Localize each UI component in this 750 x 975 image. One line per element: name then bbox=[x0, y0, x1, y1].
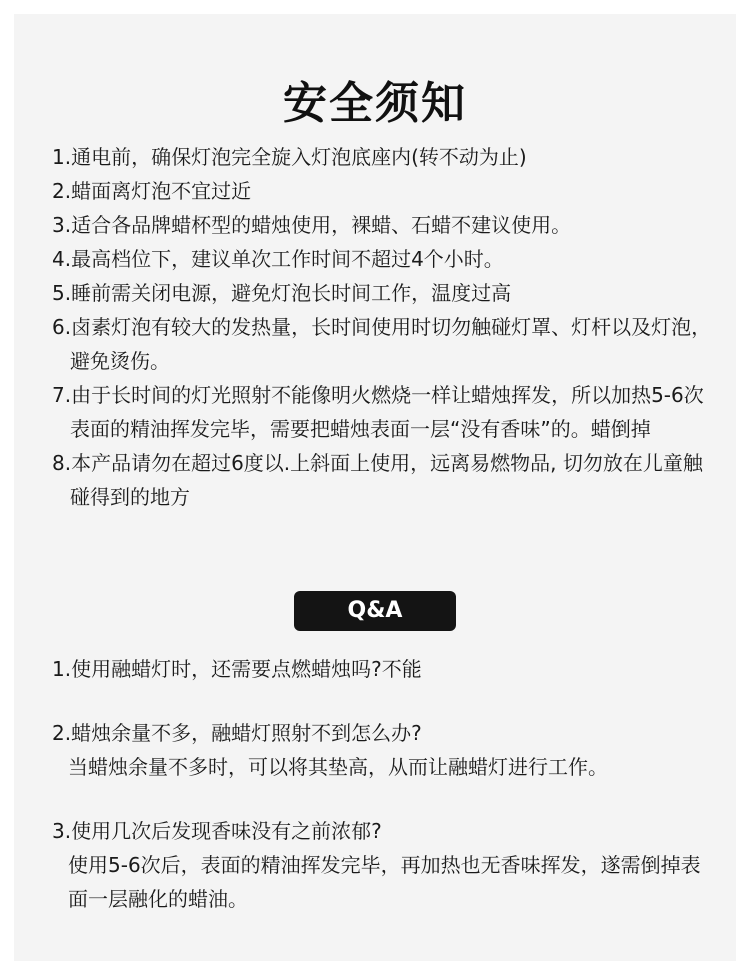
safety-note: 4.最高档位下，建议单次工作时间不超过4个小时。 bbox=[52, 247, 504, 271]
qa-item bbox=[52, 652, 712, 686]
safety-note: 5.睡前需关闭电源，避免灯泡长时间工作，温度过高 bbox=[52, 281, 512, 305]
safety-notes-list bbox=[52, 140, 712, 514]
page-title: 安全须知 bbox=[283, 78, 467, 129]
qa-badge: Q&A bbox=[294, 591, 456, 631]
qa-list bbox=[52, 652, 712, 946]
qa-question: 1.使用融蜡灯时，还需要点燃蜡烛吗?不能 bbox=[52, 657, 422, 681]
notice-sheet bbox=[14, 14, 736, 961]
safety-note: 1.通电前，确保灯泡完全旋入灯泡底座内(转不动为止) bbox=[52, 145, 527, 169]
safety-note: 3.适合各品牌蜡杯型的蜡烛使用，裸蜡、石蜡不建议使用。 bbox=[52, 213, 572, 237]
qa-answer: 当蜡烛余量不多时，可以将其垫高，从而让融蜡灯进行工作。 bbox=[68, 755, 608, 779]
qa-question: 2.蜡烛余量不多，融蜡灯照射不到怎么办? bbox=[52, 721, 422, 745]
safety-note: 8.本产品请勿在超过6度以.上斜面上使用，远离易燃物品, 切勿放在儿童触碰得到的地方 bbox=[52, 451, 703, 509]
qa-answer: 使用5-6次后，表面的精油挥发完毕，再加热也无香味挥发，遂需倒掉表面一层融化的蜡油。 bbox=[68, 853, 701, 911]
qa-item bbox=[52, 716, 712, 784]
qa-item bbox=[52, 814, 712, 916]
safety-note: 2.蜡面离灯泡不宜过近 bbox=[52, 179, 252, 203]
safety-note: 6.卤素灯泡有较大的发热量，长时间使用时切勿触碰灯罩、灯杆以及灯泡，避免烫伤。 bbox=[52, 315, 712, 373]
qa-question: 3.使用几次后发现香味没有之前浓郁? bbox=[52, 819, 382, 843]
safety-note: 7.由于长时间的灯光照射不能像明火燃烧一样让蜡烛挥发，所以加热5-6次表面的精油挥发完毕，需要把蜡烛表面一层“没有香味”的。蜡倒掉 bbox=[52, 383, 704, 441]
